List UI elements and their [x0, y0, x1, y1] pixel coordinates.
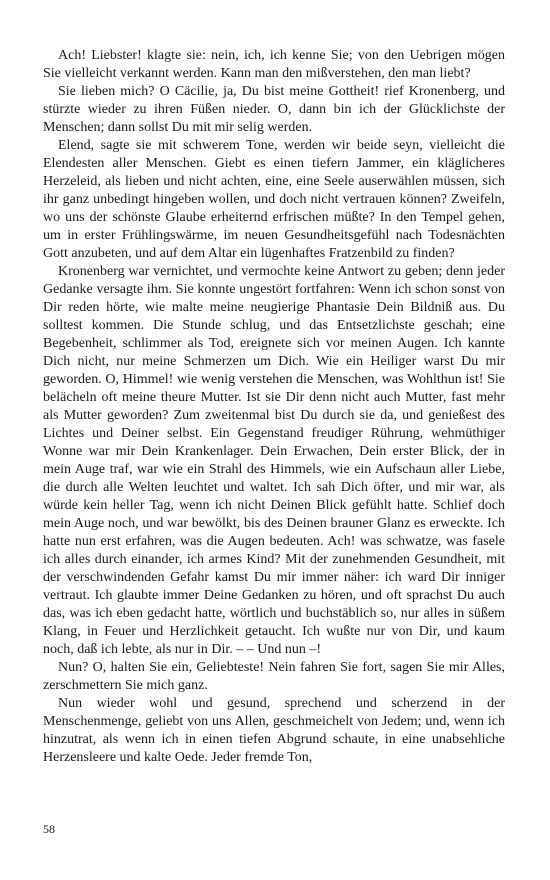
paragraph: Ach! Liebster! klagte sie: nein, ich, ich kenne Sie; von den Uebrigen mögen Sie vielleicht verkannt werden. Kann man den mißverstehen, den man liebt?: [43, 48, 505, 81]
body-text: [43, 47, 505, 767]
paragraph: Nun? O, halten Sie ein, Geliebteste! Nein fahren Sie fort, sagen Sie mir Alles, zerschmettern Sie mich ganz.: [43, 660, 505, 693]
paragraph: Kronenberg war vernichtet, und vermochte keine Antwort zu geben; denn jeder Gedanke versagte ihm. Sie konnte ungestört fortfahren: Wenn ich schon sonst von Dir reden hörte, wie malte meine neugierige Phantasie Dein Bildniß aus. Du solltest kommen. Die Stunde schlug, und das Entsetzlichste geschah; eine Begebenheit, schlimmer als Tod, ereignete sich vor meinen Augen. Ich kannte Dich nicht, nur meine Schmerzen um Dich. Wie ein Heiliger warst Du mir geworden. O, Himmel! wie wenig verstehen die Menschen, was Wohlthun ist! Sie belächeln oft meine theure Mutter. Ist sie Dir denn nicht auch Mutter, fast mehr als Mutter geworden? Zum zweitenmal bist Du durch sie da, und genießest des Lichtes und Deiner selbst. Ein Gegenstand freudiger Rührung, wehmüthiger Wonne war mir Dein Krankenlager. Dein Erwachen, Dein erster Blick, der in mein Auge traf, war wie ein Strahl des Himmels, wie ein Aufschaun aller Liebe, die durch alle Welten leuchtet und waltet. Ich sah Dich öfter, und mir war, als würde kein heller Tag, wenn ich nicht Deinen Blick gefühlt hatte. Schlief doch mein Auge noch, und war bewölkt, bis des Deinen brauner Glanz es erweckte. Ich hatte nun erst erfahren, was die Augen bedeuten. Ach! was schwatze, was fasele ich alles durch einander, ich armes Kind? Mit der zunehmenden Gesundheit, mit der verschwindenden Gefahr kamst Du mir immer näher: ich ward Dir inniger vertraut. Ich glaubte immer Deine Gedanken zu hören, und oft sprachst Du auch das, was ich eben gedacht hatte, wörtlich und buchstäblich so, nur alles in süßem Klang, in Feuer und Herzlichkeit getaucht. Ich wußte nur von Dir, und kaum noch, daß ich lebte, als nur in Dir. – – Und nun –!: [43, 264, 505, 657]
page-number: 58: [43, 822, 55, 836]
paragraph: Sie lieben mich? O Cäcilie, ja, Du bist meine Gottheit! rief Kronenberg, und stürzte wieder zu ihren Füßen nieder. O, dann bin ich der Glücklichste der Menschen; dann sollst Du mit mir selig werden.: [43, 84, 505, 135]
paragraph: Elend, sagte sie mit schwerem Tone, werden wir beide seyn, vielleicht die Elendesten aller Menschen. Giebt es einen tiefern Jammer, ein kläglicheres Herzeleid, als lieben und nicht achten, eine, eine Seele auserwählen müssen, sich ihr ganz unbedingt hingeben wollen, und doch nicht vertrauen können? Zweifeln, wo uns der schönste Glaube erheiternd erfrischen müßte? In den Tempel gehen, um in erster Frühlingswärme, im neuen Gesundheitsgefühl nach Todesnächten Gott anzubeten, und auf dem Altar ein lügenhaftes Fratzenbild zu finden?: [43, 138, 505, 261]
paragraph: Nun wieder wohl und gesund, sprechend und scherzend in der Menschenmenge, geliebt von uns Allen, geschmeichelt von Jedem; und, wenn ich hinzutrat, als wenn ich in einen tiefen Abgrund schaute, in eine unabsehliche Herzensleere und kalte Oede. Jeder fremde Ton,: [43, 696, 505, 765]
